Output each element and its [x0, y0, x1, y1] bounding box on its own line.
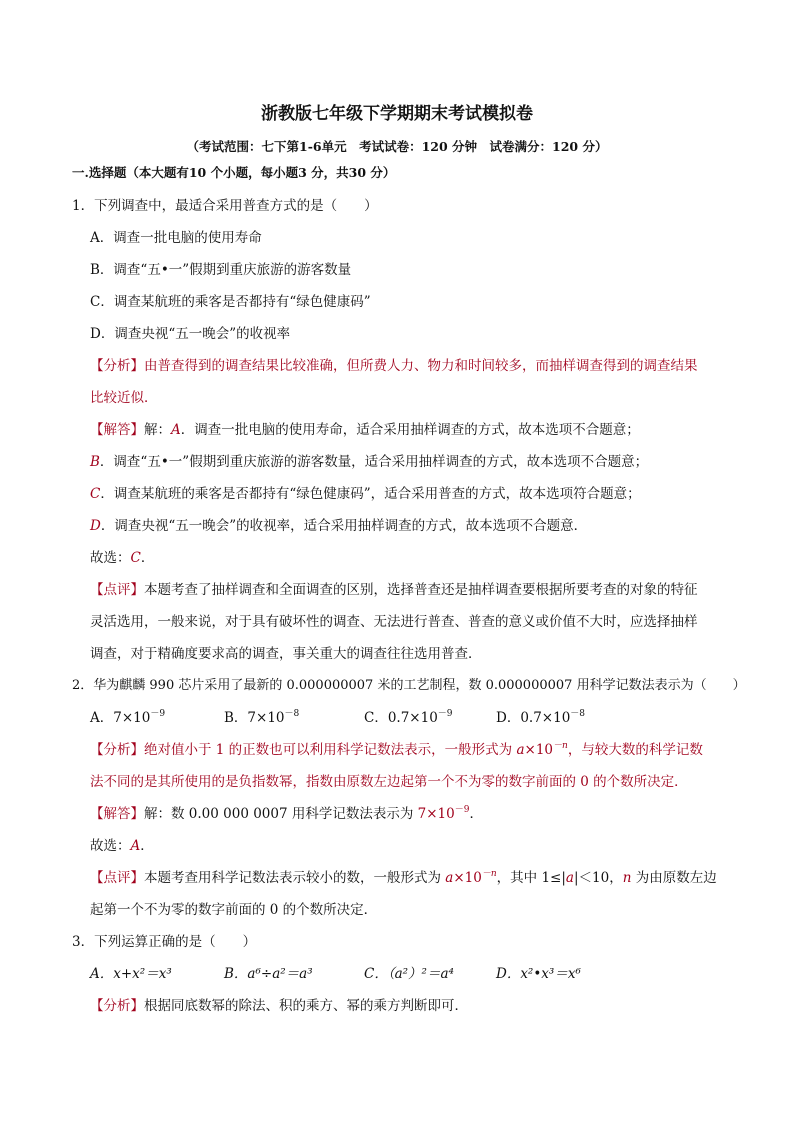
- exam-info-subtitle: （考试范围：七下第1-6单元 考试试卷：120 分钟 试卷满分：120 分）: [186, 139, 608, 154]
- choice-suffix: ．: [140, 550, 155, 566]
- formula-times: ×10: [453, 870, 482, 886]
- answer-text: ．调查一批电脑的使用寿命，适合采用抽样调查的方式，故本选项不合题意；: [180, 422, 640, 438]
- answer-value: 7×10: [417, 806, 455, 822]
- comment-text: 本题考查了抽样调查和全面调查的区别，选择普查还是抽样调查要根据所要考查的对象的特征: [144, 582, 698, 598]
- q1-choice: [90, 548, 154, 568]
- q3-option-c: C．（a²）²＝a⁴: [364, 966, 454, 982]
- q1-answer-b: [90, 452, 648, 472]
- q3-option-a: A．x+x²＝x³: [90, 966, 172, 982]
- q1-answer-a: [90, 420, 640, 440]
- answer-letter: A: [171, 422, 181, 438]
- answer-letter: B: [90, 454, 100, 470]
- q1-option-a: A．调查一批电脑的使用寿命: [90, 230, 262, 246]
- q1-analysis-line2: 比较近似．: [90, 390, 158, 406]
- comment-tag: 【点评】: [90, 870, 144, 886]
- q3-analysis: [90, 996, 468, 1016]
- analysis-text: 根据同底数幂的除法、积的乘方、幂的乘方判断即可．: [144, 998, 468, 1014]
- answer-text: ．调查某航班的乘客是否都持有“绿色健康码”，适合采用普查的方式，故本选项符合题意；: [100, 486, 641, 502]
- q2-option-b: B．$7\times 10^{-8}$: [224, 709, 300, 726]
- q1-option-c: C．调查某航班的乘客是否都持有“绿色健康码”: [90, 294, 371, 310]
- q2-comment-line2: 起第一个不为零的数字前面的 0 的个数所决定．: [90, 902, 378, 918]
- choice-prefix: 故选：: [90, 838, 131, 854]
- q3-option-b: B．a⁶÷a²＝a³: [224, 966, 313, 982]
- formula-a: a: [445, 870, 454, 886]
- comment-text: 为由原数左边: [631, 870, 717, 886]
- q1-analysis-text: 由普查得到的调查结果比较准确，但所费人力、物力和时间较多，而抽样调查得到的调查结果: [144, 358, 698, 374]
- q2-choice: [90, 836, 154, 856]
- comment-tag: 【点评】: [90, 582, 144, 598]
- formula-exponent: －n: [481, 869, 497, 879]
- q1-answer-d: [90, 516, 587, 536]
- formula-abs-a: a: [565, 870, 574, 886]
- q2-analysis-line2: 法不同的是其所使用的是负指数幂，指数由原数左边起第一个不为零的数字前面的 0 的个数所决定．: [90, 774, 688, 790]
- analysis-tag: 【分析】: [90, 742, 144, 758]
- formula-a: a: [516, 742, 525, 758]
- analysis-tag: 【分析】: [90, 998, 144, 1014]
- q1-comment-line3: 调查，对于精确度要求高的调查，事关重大的调查往往选用普查．: [90, 646, 482, 662]
- q2-answer: [90, 804, 483, 824]
- q3-stem: 3．下列运算正确的是（ ）: [72, 934, 257, 950]
- q2-stem: 2．华为麒麟 990 芯片采用了最新的 0.000000007 米的工艺制程，数 0.000000007 用科学记数法表示为（ ）: [72, 678, 746, 693]
- choice-letter: C: [130, 550, 141, 566]
- q2-option-d: D．$0.7\times 10^{-8}$: [496, 709, 586, 726]
- analysis-text: 绝对值小于 1 的正数也可以利用科学记数法表示，一般形式为: [144, 742, 517, 758]
- answer-text: ．调查“五•一”假期到重庆旅游的游客数量，适合采用抽样调查的方式，故本选项不合题意；: [99, 454, 649, 470]
- answer-end: ．: [469, 806, 483, 822]
- formula-n: n: [622, 870, 632, 886]
- q2-analysis: [90, 740, 703, 760]
- formula-times: ×10: [524, 742, 554, 758]
- answer-text: 解：数 0.00 000 0007 用科学记数法表示为: [144, 806, 418, 822]
- analysis-tag: 【分析】: [90, 358, 144, 374]
- formula-exponent: －n: [553, 741, 568, 751]
- comment-text: 本题考查用科学记数法表示较小的数，一般形式为: [144, 870, 446, 886]
- q1-stem: 1．下列调查中，最适合采用普查方式的是（ ）: [72, 198, 378, 214]
- answer-tag: 【解答】: [90, 806, 144, 822]
- choice-prefix: 故选：: [90, 550, 131, 566]
- answer-letter: C: [90, 486, 101, 502]
- answer-prefix: 解：: [144, 422, 171, 438]
- comment-text: ，其中 1≤|: [496, 870, 566, 886]
- q1-option-b: B．调查“五•一”假期到重庆旅游的游客数量: [90, 262, 352, 278]
- q1-answer-c: [90, 484, 641, 504]
- q1-comment: [90, 580, 698, 600]
- page-title: 浙教版七年级下学期期末考试模拟卷: [261, 104, 533, 124]
- choice-suffix: ．: [140, 838, 154, 854]
- q2-option-a: A．$7\times 10^{-9}$: [90, 709, 166, 726]
- analysis-text: ，与较大数的科学记数: [567, 742, 703, 758]
- q3-option-d: D．x²•x³＝x⁶: [496, 966, 581, 982]
- comment-text: |＜10，: [573, 870, 623, 886]
- answer-letter: D: [90, 518, 101, 534]
- answer-exponent: －9: [454, 805, 470, 815]
- choice-letter: A: [130, 838, 141, 854]
- section-heading: 一.选择题（本大题有10 个小题，每小题3 分，共30 分）: [72, 165, 396, 180]
- q2-option-c: C．$0.7\times 10^{-9}$: [364, 709, 453, 726]
- q1-option-d: D．调查央视“五一晚会”的收视率: [90, 326, 291, 342]
- answer-tag: 【解答】: [90, 422, 144, 438]
- q2-comment: [90, 868, 717, 888]
- answer-text: ．调查央视“五一晚会”的收视率，适合采用抽样调查的方式，故本选项不合题意．: [100, 518, 588, 534]
- q1-analysis: [90, 356, 698, 376]
- q1-comment-line2: 灵活选用，一般来说，对于具有破坏性的调查、无法进行普查、普查的意义或价值不大时，应选择抽样: [90, 614, 698, 630]
